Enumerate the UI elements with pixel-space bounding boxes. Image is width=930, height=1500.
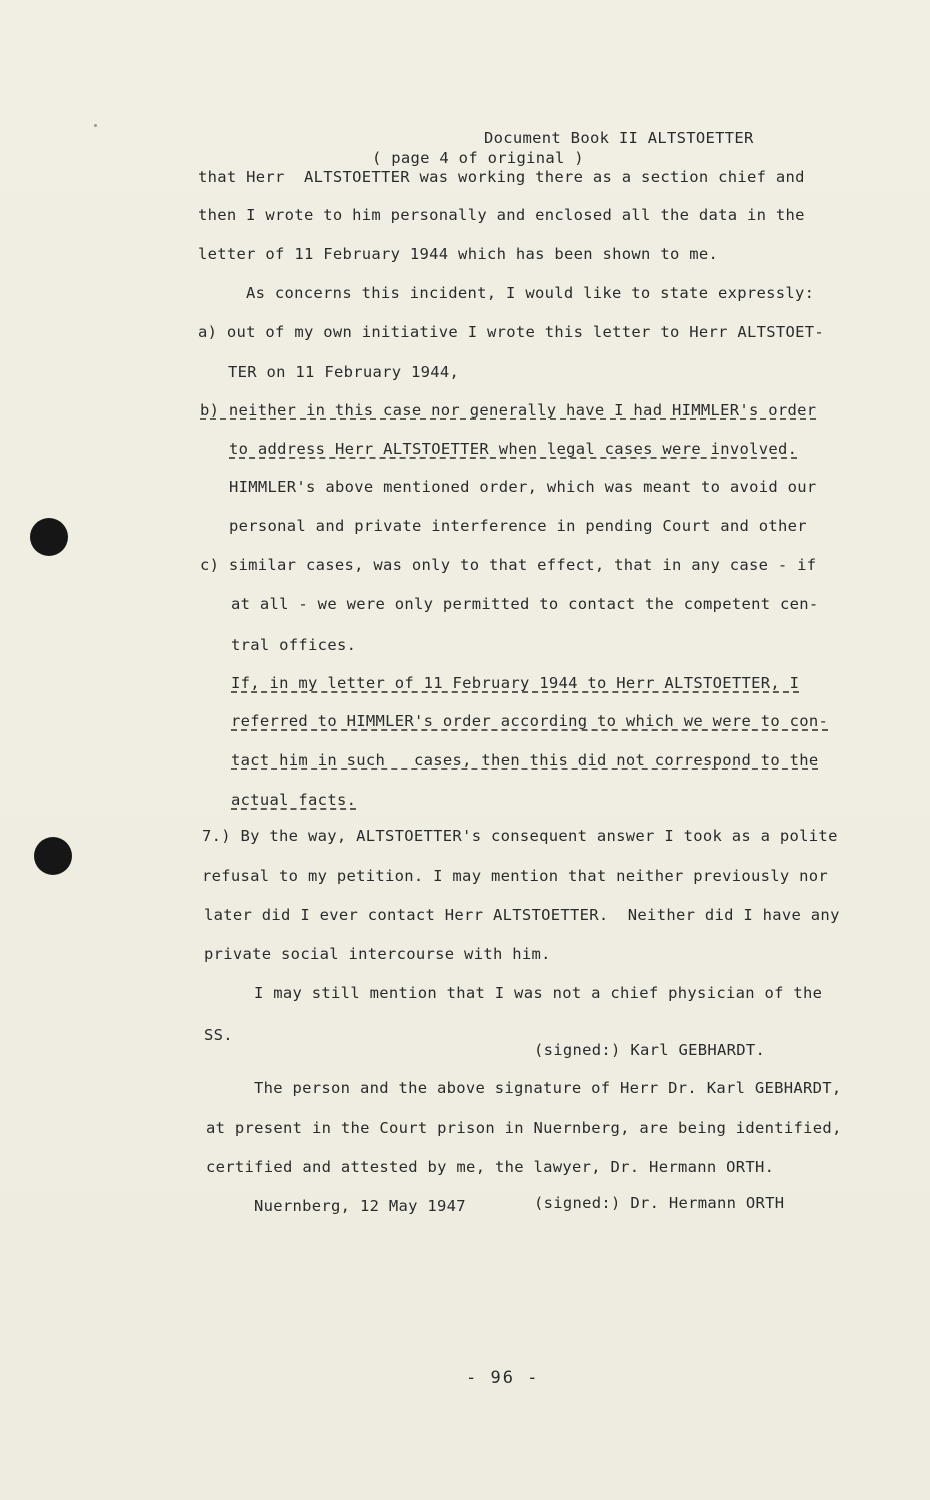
body-line: As concerns this incident, I would like to state expressly:	[246, 284, 815, 302]
body-line: tral offices.	[231, 636, 357, 654]
body-line: c) similar cases, was only to that effect, that in any case - if	[200, 556, 817, 574]
body-line: SS.	[204, 1026, 233, 1044]
body-line-underlined: If, in my letter of 11 February 1944 to Herr ALTSTOETTER, I	[231, 674, 800, 692]
certification-line: at present in the Court prison in Nuernberg, are being identified,	[206, 1119, 842, 1137]
body-line: refusal to my petition. I may mention that neither previously nor	[202, 867, 829, 885]
body-line-underlined: referred to HIMMLER's order according to which we were to con-	[231, 712, 829, 730]
body-line: later did I ever contact Herr ALTSTOETTER. Neither did I have any	[204, 906, 840, 924]
body-line: at all - we were only permitted to contact the competent cen-	[231, 595, 819, 613]
punch-hole-bottom	[34, 837, 72, 875]
body-line: letter of 11 February 1944 which has been shown to me.	[198, 245, 719, 263]
place-and-date: Nuernberg, 12 May 1947	[254, 1197, 466, 1215]
punch-hole-top	[30, 518, 68, 556]
paper-speck	[94, 124, 97, 127]
body-line: HIMMLER's above mentioned order, which was meant to avoid our	[229, 478, 817, 496]
signature-gebhardt: (signed:) Karl GEBHARDT.	[534, 1041, 766, 1059]
body-line: private social intercourse with him.	[204, 945, 551, 963]
certification-line: certified and attested by me, the lawyer, Dr. Hermann ORTH.	[206, 1158, 775, 1176]
page-number: - 96 -	[466, 1368, 540, 1388]
body-line-underlined: to address Herr ALTSTOETTER when legal cases were involved.	[229, 440, 798, 458]
body-line: then I wrote to him personally and enclosed all the data in the	[198, 206, 805, 224]
body-line: personal and private interference in pending Court and other	[229, 517, 807, 535]
body-line: that Herr ALTSTOETTER was working there as a section chief and	[198, 168, 805, 186]
body-line: TER on 11 February 1944,	[228, 363, 460, 381]
certification-line: The person and the above signature of Herr Dr. Karl GEBHARDT,	[254, 1079, 842, 1097]
body-line-underlined: actual facts.	[231, 791, 357, 809]
body-line-underlined: b) neither in this case nor generally have I had HIMMLER's order	[200, 401, 817, 419]
body-line: I may still mention that I was not a chief physician of the	[254, 984, 823, 1002]
body-line: a) out of my own initiative I wrote this letter to Herr ALTSTOET-	[198, 323, 825, 341]
original-page-reference: ( page 4 of original )	[372, 149, 584, 167]
document-book-reference: Document Book II ALTSTOETTER	[484, 129, 754, 147]
signature-orth: (signed:) Dr. Hermann ORTH	[534, 1194, 785, 1212]
body-line-underlined: tact him in such cases, then this did not correspond to the	[231, 751, 819, 769]
body-line: 7.) By the way, ALTSTOETTER's consequent answer I took as a polite	[202, 827, 838, 845]
